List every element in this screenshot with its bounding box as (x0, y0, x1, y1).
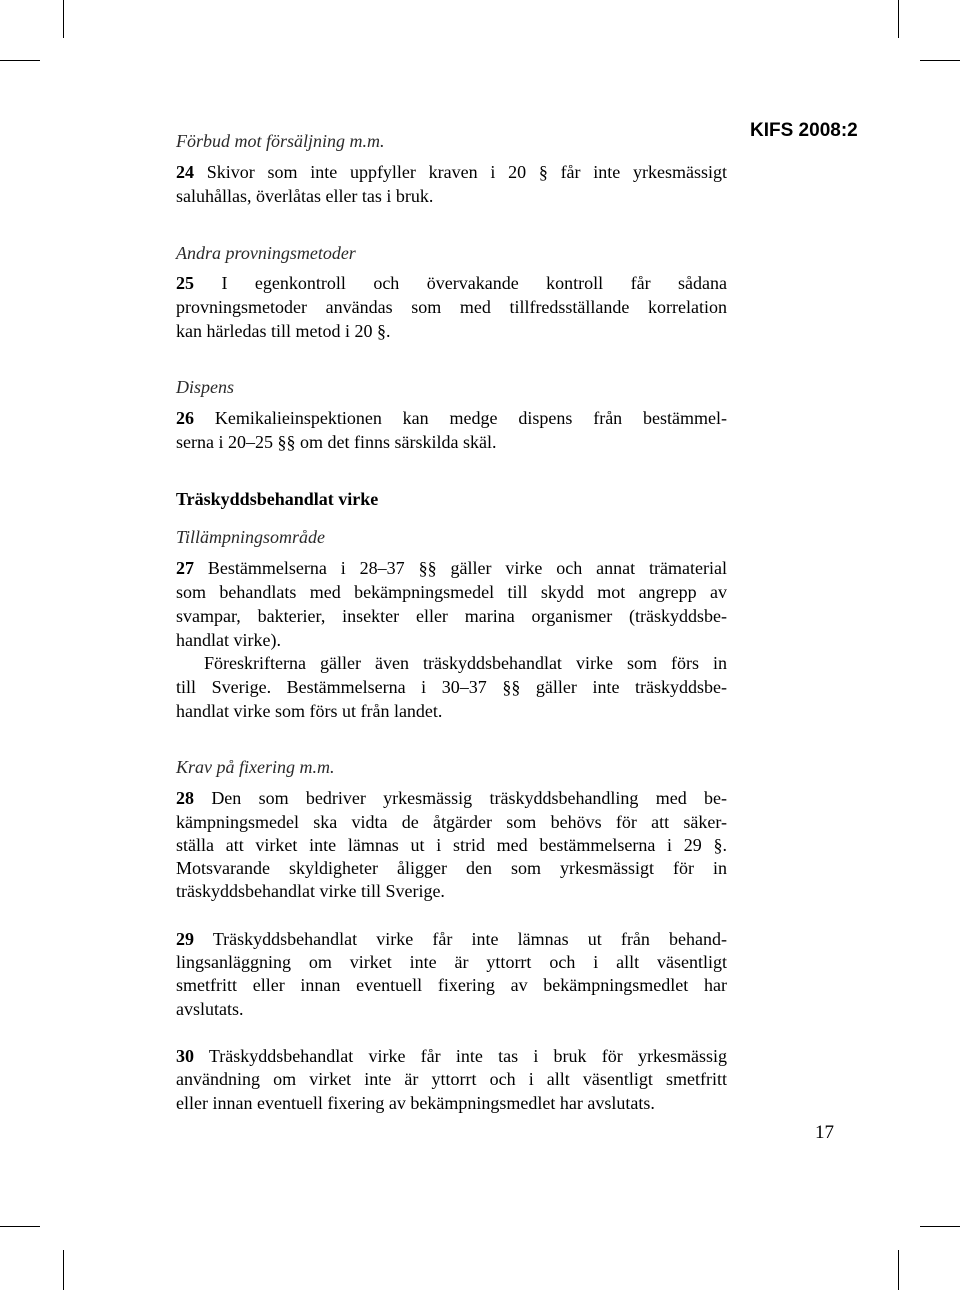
section-number: 29 (176, 929, 194, 949)
section-heading: Tillämpningsområde (176, 527, 326, 547)
crop-mark (920, 1226, 960, 1227)
page-number: 17 (815, 1122, 834, 1143)
paragraph-28-line: 28 Den som bedriver yrkesmässig träskyddsbehandling med be- (176, 788, 727, 808)
crop-mark (0, 60, 40, 61)
section-heading: Krav på fixering m.m. (176, 757, 335, 777)
paragraph-30-line: eller innan eventuell fixering av bekämpningsmedlet har avslutats. (176, 1093, 655, 1113)
crop-mark (898, 0, 899, 38)
paragraph-28-line: kämpningsmedel ska vidta de åtgärder som behövs för att säker- (176, 812, 727, 832)
paragraph-27-line: till Sverige. Bestämmelserna i 30–37 §§ gäller inte träskyddsbe- (176, 677, 727, 697)
paragraph-25-line: provningsmetoder användas som med tillfredsställande korrelation (176, 297, 727, 317)
paragraph-27-line: handlat virke som förs ut från landet. (176, 701, 443, 721)
chapter-title: Träskyddsbehandlat virke (176, 489, 379, 509)
document-id: KIFS 2008:2 (750, 120, 858, 141)
section-number: 24 (176, 162, 194, 182)
crop-mark (0, 1226, 40, 1227)
paragraph-24-line: saluhållas, överlåtas eller tas i bruk. (176, 186, 434, 206)
paragraph-24-line: 24 Skivor som inte uppfyller kraven i 20 § får inte yrkesmässigt (176, 162, 727, 182)
paragraph-26-line: serna i 20–25 §§ om det finns särskilda skäl. (176, 432, 497, 452)
paragraph-29-line: avslutats. (176, 999, 244, 1019)
paragraph-25-line: kan härledas till metod i 20 §. (176, 321, 391, 341)
crop-mark (63, 0, 64, 38)
section-heading: Förbud mot försäljning m.m. (176, 131, 385, 151)
section-number: 30 (176, 1046, 194, 1066)
paragraph-27-line: handlat virke). (176, 630, 281, 650)
paragraph-28-line: ställa att virket inte lämnas ut i strid med bestämmelserna i 29 §. (176, 835, 727, 855)
paragraph-27-line: som behandlats med bekämpningsmedel till skydd mot angrepp av (176, 582, 727, 602)
paragraph-28-line: Motsvarande skyldigheter åligger den som yrkesmässigt för in (176, 858, 727, 878)
section-heading: Andra provningsmetoder (176, 243, 356, 263)
paragraph-28-line: träskyddsbehandlat virke till Sverige. (176, 881, 445, 901)
section-number: 27 (176, 558, 194, 578)
crop-mark (898, 1250, 899, 1290)
crop-mark (63, 1250, 64, 1290)
crop-mark (920, 60, 960, 61)
section-number: 25 (176, 273, 194, 293)
paragraph-27-line: Föreskrifterna gäller även träskyddsbehandlat virke som förs in (204, 653, 727, 673)
paragraph-30-line: användning om virket inte är yttorrt och i allt väsentligt smetfritt (176, 1069, 727, 1089)
paragraph-29-line: lingsanläggning om virket inte är yttorrt och i allt väsentligt (176, 952, 727, 972)
paragraph-29-line: 29 Träskyddsbehandlat virke får inte lämnas ut från behand- (176, 929, 727, 949)
paragraph-26-line: 26 Kemikalieinspektionen kan medge dispens från bestämmel- (176, 408, 727, 428)
section-number: 28 (176, 788, 194, 808)
paragraph-30-line: 30 Träskyddsbehandlat virke får inte tas i bruk för yrkesmässig (176, 1046, 727, 1066)
paragraph-27-line: svampar, bakterier, insekter eller marina organismer (träskyddsbe- (176, 606, 727, 626)
paragraph-27-line: 27 Bestämmelserna i 28–37 §§ gäller virke och annat trämaterial (176, 558, 727, 578)
paragraph-29-line: smetfritt eller innan eventuell fixering av bekämpningsmedlet har (176, 975, 727, 995)
section-heading: Dispens (176, 377, 234, 397)
section-number: 26 (176, 408, 194, 428)
paragraph-25-line: 25 I egenkontroll och övervakande kontroll får sådana (176, 273, 727, 293)
